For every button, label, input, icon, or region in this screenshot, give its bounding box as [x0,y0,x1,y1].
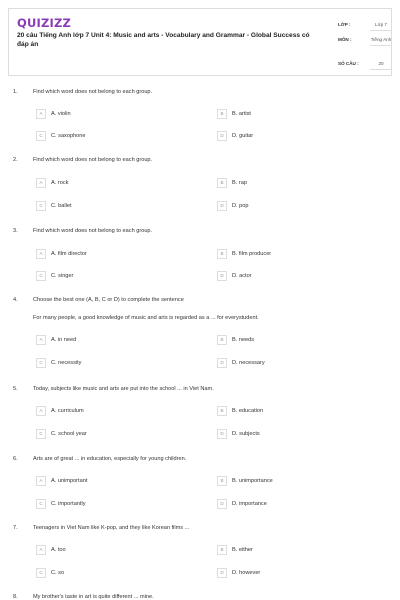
option-text: B. artist [232,111,251,117]
question-subtext: For many people, a good knowledge of music and arts is regarded as a ... for everystudent. [33,315,259,321]
option-letter-box: C [36,131,46,141]
option-text: A. too [51,547,66,553]
option-text: C. singer [51,273,74,279]
option-text: B. education [232,408,264,414]
question-text: Today, subjects like music and arts are put into the school ... in Viet Nam. [33,386,214,392]
option-text: B. rap [232,180,247,186]
option-text: C. necessity [51,360,82,366]
option-text: D. importance [232,501,267,507]
option-letter-box: B [217,109,227,119]
meta-subject [332,32,392,56]
question-number: 8. [13,594,18,600]
question-number: 4. [13,297,18,303]
option-letter-box: D [217,499,227,509]
option-text: B. needs [232,337,255,343]
option-letter-box: D [217,201,227,211]
meta-class [332,17,392,32]
option-letter-box: D [217,358,227,368]
option-text: D. necessary [232,360,265,366]
option-letter-box: C [36,499,46,509]
option-letter-box: C [36,271,46,281]
option-letter-box: B [217,249,227,259]
question-text: Arts are of great ... in education, especially for young children. [33,456,187,462]
question-number: 7. [13,525,18,531]
class-value: Lớp 7 [370,22,392,31]
question-number: 2. [13,157,18,163]
question-number: 6. [13,456,18,462]
option-text: D. guitar [232,133,254,139]
option-letter-box: D [217,429,227,439]
question-text: Find which word does not belong to each group. [33,89,153,95]
option-text: D. however [232,570,261,576]
option-text: B. either [232,547,253,553]
option-letter-box: B [217,335,227,345]
option-text: A. in need [51,337,77,343]
worksheet-header [8,8,392,76]
count-value: 20 [370,61,392,70]
option-letter-box: A [36,406,46,416]
class-label: LỚP : [338,22,351,27]
option-letter-box: A [36,476,46,486]
question-number: 5. [13,386,18,392]
question-text: Teenagers in Viet Nam like K-pop, and they like Korean films ... [33,525,190,531]
option-letter-box: D [217,568,227,578]
question-text: Choose the best one (A, B, C or D) to complete the sentence [33,297,184,303]
question-text: Find which word does not belong to each group. [33,228,153,234]
option-text: A. violin [51,111,71,117]
option-letter-box: A [36,335,46,345]
option-text: A. rock [51,180,69,186]
option-letter-box: B [217,178,227,188]
option-letter-box: C [36,568,46,578]
option-letter-box: C [36,201,46,211]
option-text: B. film producer [232,251,272,257]
quizizz-logo: QUIZIZZ [17,16,72,30]
option-text: A. unimportant [51,478,88,484]
option-letter-box: C [36,358,46,368]
option-letter-box: B [217,406,227,416]
option-letter-box: A [36,545,46,555]
option-text: D. pop [232,203,249,209]
option-text: C. saxophone [51,133,86,139]
option-text: D. actor [232,273,252,279]
option-text: B. unimportance [232,478,273,484]
worksheet-title: 20 câu Tiếng Anh lớp 7 Unit 4: Music and arts - Vocabulary and Grammar - Global Success có đáp án [17,32,310,49]
option-text: C. school year [51,431,87,437]
question-text: Find which word does not belong to each group. [33,157,153,163]
option-text: C. importantly [51,501,86,507]
option-letter-box: D [217,271,227,281]
option-text: C. so [51,570,65,576]
option-letter-box: A [36,109,46,119]
option-text: A. film director [51,251,87,257]
subject-label: MÔN : [338,37,352,42]
option-letter-box: A [36,178,46,188]
option-letter-box: C [36,429,46,439]
option-text: D. subjects [232,431,260,437]
count-label: SỐ CÂU : [338,61,359,66]
option-letter-box: D [217,131,227,141]
option-letter-box: B [217,545,227,555]
worksheet-meta [332,17,392,71]
question-number: 3. [13,228,18,234]
subject-value: Tiếng Anh [370,37,392,46]
option-text: A. curriculum [51,408,84,414]
option-letter-box: B [217,476,227,486]
question-number: 1. [13,89,18,95]
option-text: C. ballet [51,203,72,209]
question-text: My brother's taste in art is quite different ... mine. [33,594,154,600]
meta-count [332,56,392,71]
option-letter-box: A [36,249,46,259]
